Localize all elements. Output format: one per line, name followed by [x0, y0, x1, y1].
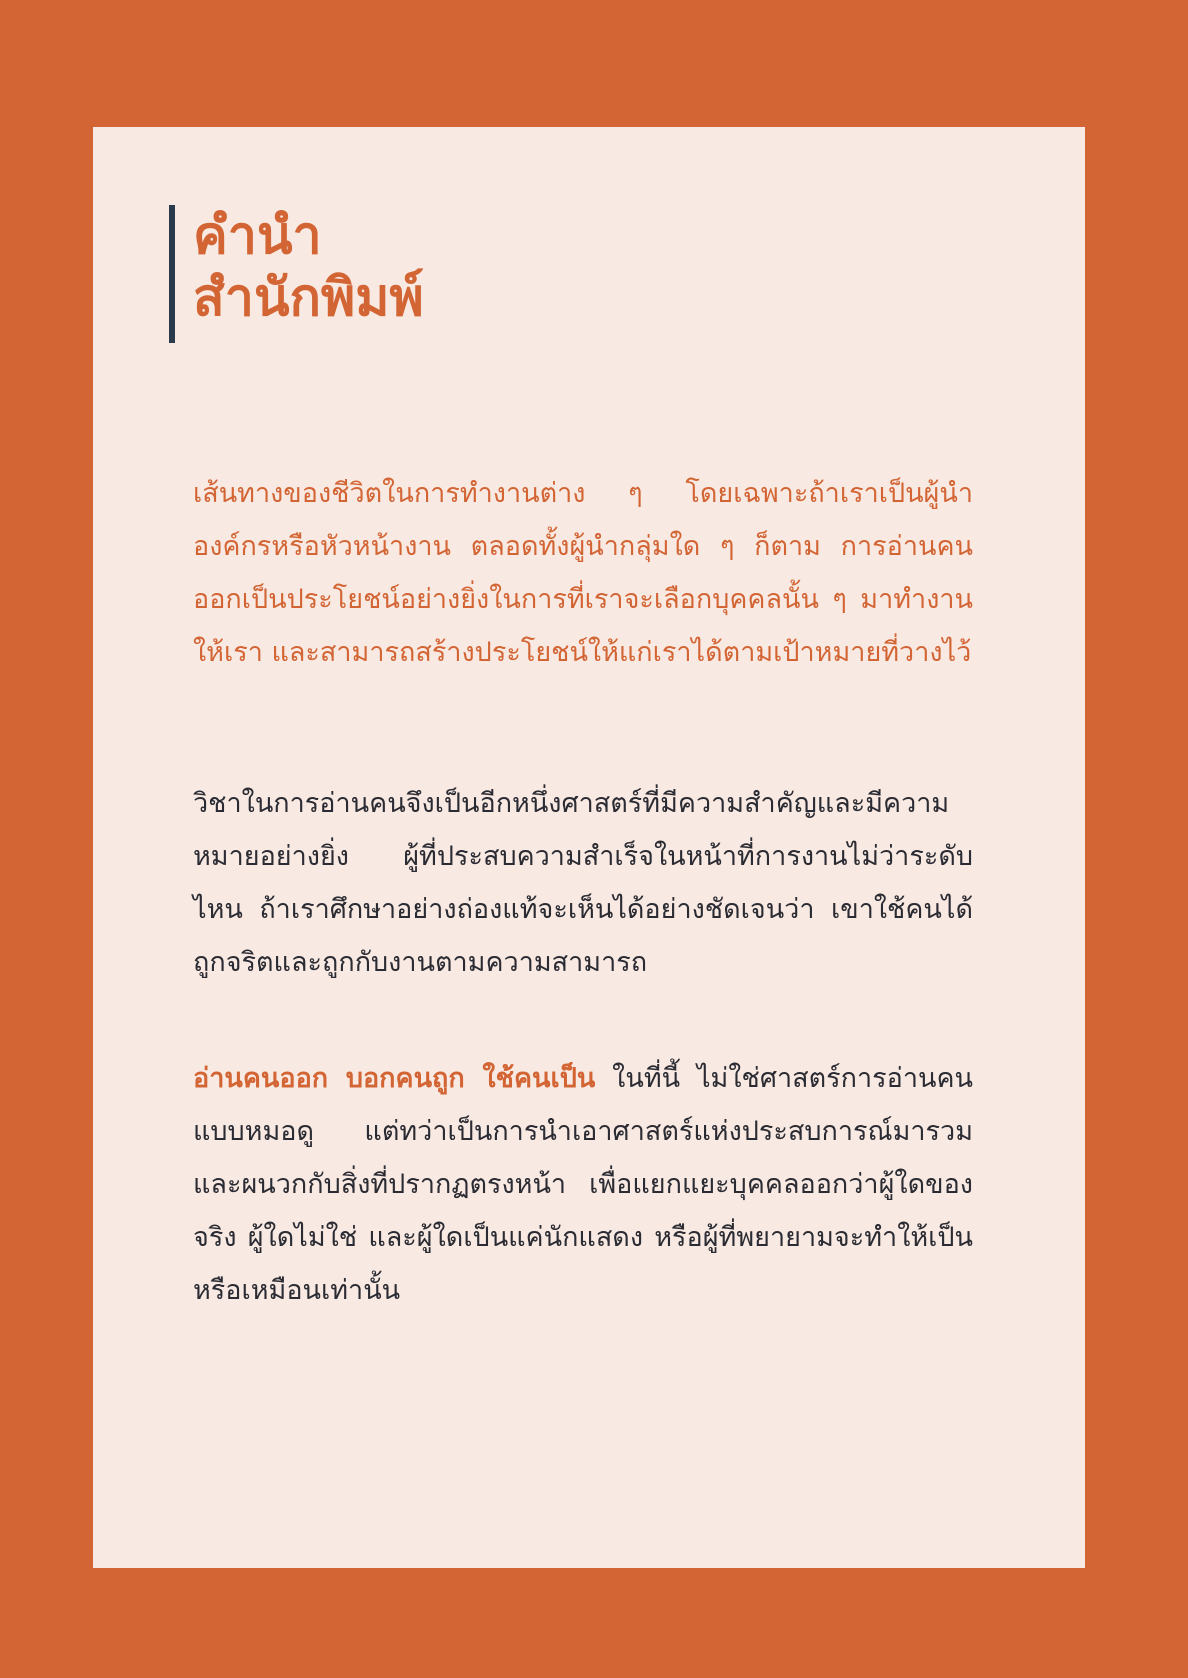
title-block	[169, 205, 424, 343]
page-panel	[93, 127, 1085, 1568]
body-paragraph-2	[193, 1052, 973, 1317]
intro-paragraph: เส้นทางของชีวิตในการทำงานต่าง ๆ โดยเฉพาะถ้าเราเป็นผู้นำองค์กรหรือหัวหน้างาน ตลอดทั้งผู้นำกลุ่มใด ๆ ก็ตาม การอ่านคนออกเป็นประโยชน์อย่างยิ่งในการที่เราจะเลือกบุคคลนั้น ๆ มาทำงานให้เรา และสามารถสร้างประโยชน์ให้แก่เราได้ตามเป้าหมายที่วางไว้	[193, 478, 973, 668]
page-title-line-2: สำนักพิมพ์	[193, 268, 424, 328]
body-paragraph-2-text: ในที่นี้ ไม่ใช่ศาสตร์การอ่านคนแบบหมอดู แต่ทว่าเป็นการนำเอาศาสตร์แห่งประสบการณ์มารวมและผนวกกับสิ่งที่ปรากฏตรงหน้า เพื่อแยกแยะบุคคลออกว่าผู้ใดของจริง ผู้ใดไม่ใช่ และผู้ใดเป็นแค่นักแสดง หรือผู้ที่พยายามจะทำให้เป็นหรือเหมือนเท่านั้น	[193, 1063, 974, 1306]
page-title-line-1: คำนำ	[193, 206, 322, 266]
emphasis-phrase: อ่านคนออก บอกคนถูก ใช้คนเป็น	[193, 1063, 596, 1094]
body-paragraph-1: วิชาในการอ่านคนจึงเป็นอีกหนึ่งศาสตร์ที่มีความสำคัญและมีความหมายอย่างยิ่ง ผู้ที่ประสบความสำเร็จในหน้าที่การงานไม่ว่าระดับไหน ถ้าเราศึกษาอย่างถ่องแท้จะเห็นได้อย่างชัดเจนว่า เขาใช้คนได้ถูกจริตและถูกกับงานตามความสามารถ	[193, 788, 973, 978]
